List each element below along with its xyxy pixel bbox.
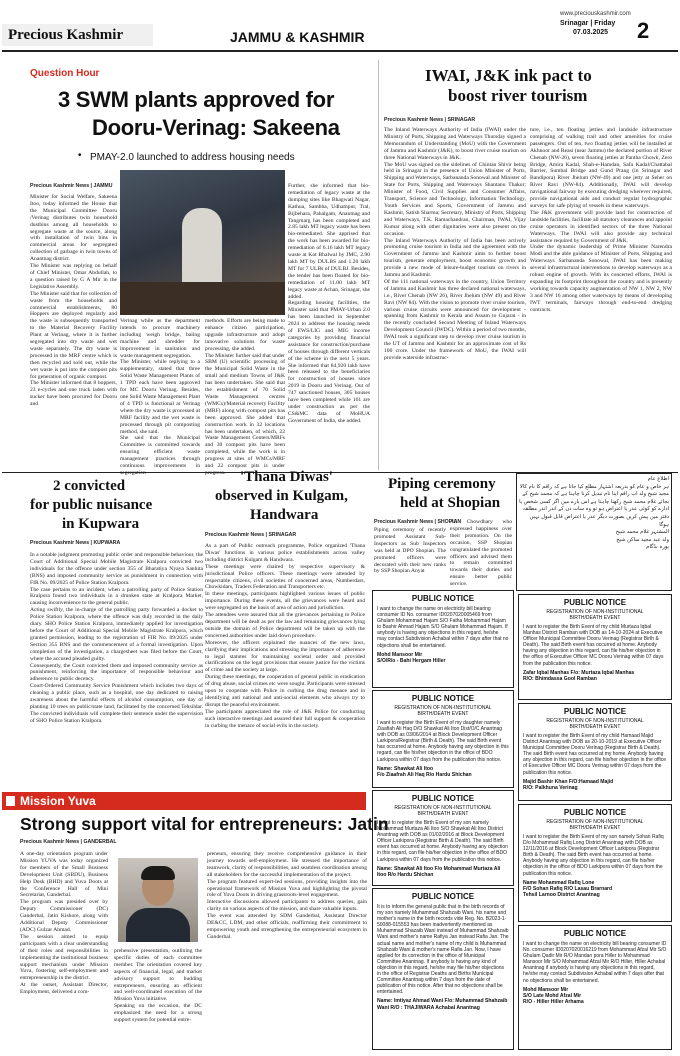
mission-headline: Strong support vital for entrepreneurs: Jatin [20,814,389,834]
main-subhead: PMAY-2.0 launched to address housing needs [90,152,295,163]
kupwara-byline: Precious Kashmir News | KUPWARA [30,540,121,546]
notice-body: I want to register the Birth Event of my child Hamaad Majid District Anantnag with DOB as 20-10-2019 at Executive Officer Municipal Committee Dooru Verinag (Registrar Birth & Death). The said Birth event has occurred at my home. Anybody having any objection in this regard, can file his/her objection in the office of Executive Officer MC Dooru Verinag within 07 days from the publication this notice. [523,733,667,776]
assembly-photo [120,170,285,315]
thana-headline-line-2: observed in Kulgam, [215,488,348,504]
notice-right-4 [518,925,672,1050]
notice-center-3 [372,790,514,886]
kupwara-body: In a notable judgment promoting public order and responsible behaviour, the Court of Additional Special Mobile Magistrate Kralpora convicted two individuals for the offence under section 355 of Bharatiya Nyaya Sanhita (BNS) and imposed community service as punishment in connection with FIR No. 09/2025 of Police Station Kralpora. The case pertains to an incident, when a patrolling party of Police Station Kralpora found two individuals in a drunken state at Kralpora Market, causing inconvenience to the general public. Acting swiftly, the in-charge of the patrolling party forwarded a docket to Police Station Kralpora, where the offence was duly recorded in the daily diary. SHO Police Station Kralpora, immediately applied for investigation before the Court of Additional Special Mobile Magistrate Kralpora, which granted permission, leading to the registration of FIR No. 09/2025 under Section 355 BNS and the commencement of a formal investigation. Upon completion of the investigation, a chargesheet was filed before the Court, where the accused pleaded guilty. Consequently, the Court convicted them and imposed community service as punishment, reinforcing the importance of responsible behaviour and adherence to public decency. Court-Ordered Community Service Punishment which includes two days of cleaning a public place, such as a hospital, one day dedicated to raising awareness about the harmful effects of alcohol consumption, one day of planting 10 trees on public/state land, facilitated by the concerned Tehsildar. The convicted individuals will complete their sentence under the supervision of SHO Police Station Kralpora. [30,552,203,724]
photo-desk [120,282,285,315]
notice-heading: PUBLIC NOTICE [563,707,627,716]
piping-col-1: Piping ceremony of recently promoted Assistant Sub-Inspectors as Sub Inspectors was held at DPO Shopian. The promoted officers were decorated with their new ranks by SSP Shopian Anyat [374,527,446,575]
notice-body: I want to register the Birth Event of my child Murtaza Iqbal Manhas District Ramban with DOB as 14-10-2024 at Executive Officer Municipal Committee Dooru Verinag (Registrar Birth & Death). The said Birth event has occurred at home. Anybody having any objection in this regard, can file his/her objection in the office of Executive Officer MC Dooru Verinag within 07 days from the publication this notice. [523,624,664,667]
kupwara-headline-line-1: 2 convicted [53,478,126,494]
notice-signatory: Zafar Iqbal Manhas F/o: Murtaza Iqbal Manhas R/O: Bhimdassa Gool Ramban [523,669,635,682]
portrait-body [126,908,190,942]
date-line: Srinagar | Friday [560,20,616,27]
notice-center-4 [372,888,514,1050]
iwai-headline-line-2: boost river tourism [448,86,588,105]
portrait-hair [141,866,175,880]
notice-heading: PUBLIC NOTICE [411,594,475,603]
notice-body: I want to register the Birth Event of my son namely Mohammad Murtaza Ali Itoo S/O Shawkat Ali Itoo District Anantnag with DOB as 01/02/2016 at Block Development Officer Larkipora (Registrar Birth & Death). The said Birth event has occurred at home. Anybody having any objection in this regard, can file his/her objection in the office of BDO Larkipora within 07 days from the publication this notice. [377,820,508,863]
main-headline-line-1: 3 SWM plants approved for [58,87,335,112]
notice-body: It is to inform the general public that in the birth records of my son namely Muhammad Shahzaib Wani, his name and mother's name in the birth records vide Reg. No. B2023-1-50088-015553 has been inadvertently mentioned as Muhammad Shazaib Wani instead of Muhammad Shahzaib Wani and mother's name Rafiya Jan instead Rafia Jan. The actual name and mother's name of my child is Muhammad Shahzaib Wani & mother's name Rafia Jan. Now, I have applied for its correction in the office of Municipal Committee Anantnag. If anybody is having any kind of objection in this regard, he/she may file his/her objections in the office of Registrar Deaths and Births Municipal Committee Anantnag within 7 days from the date of publication of this notice. After that no objections shall be entertained. [377,904,509,996]
mission-col-1: A one-day orientation program under Mission YUVA was today organized for members of the Small Business Development Unit (SBDU), Business Help Desk (BHD) and Yuva Doots at the Conference Hall of Mini Secretariat, Ganderbal. The program was presided over by Deputy Commissioner (DC) Ganderbal, Jatin Kishore, along with Additional Deputy Commissioner (ADC) Gulzar Ahmad. The session aimed to equip participants with a clear understanding of their roles and responsibilities in implementing the institutional business support mechanism under Mission Yuva, fostering self-employment and entrepreneurship in the district. At the outset, Assistant Director, Employment, delivered a com- [20,851,108,996]
notice-center-1 [372,590,514,688]
mission-kicker-marker [6,796,15,806]
thana-byline: Precious Kashmir News | SRINAGAR [205,532,297,538]
main-col-1: Minister for Social Welfare, Sakeena Itoo, today informed the House that the Municipal Committee Dooru /Verinag distributes twin household dustbins among all households to segregate waste at the source, along with installation of twin bins in commercial areas for segregated collection of garbage in twin towns of Anantnag district. The Minister was replying on behalf of Chief Minister, Omar Abdullah, to a question raised by G A Mir in the Legislative Assembly. The Minister said that for collection of waste from the households and commercial establishments, 80 Hoppers are deployed regularly and the waste is subsequently transported to the Material Recovery Facility Plant at Verinag, where it is further segregated into dry waste and wet waste separately. The dry waste is processed in the MRF centre which is then recycled and sold out, while the wet waste is put into the compost pits for generation of organic compost. The Minister informed that 8 hoppers, 23 e-cycles and one truck laden with sucker have been procured for Dooru and [30,194,117,408]
urdu-notice-text: اطلاع عام ہر خاص و عام کو بذریعہ اشتہار مطلع کیا جاتا ہے کہ راقم کا نام کالا مجید شیخ ولد اب راقم اپنا نام تبدیل کرنا چاہتا ہے کہ محمد شیخ کے بجائے غلام محمد شیخ رکھنا چاہتا ہے اس بارے میں اگر کسی شخص یا ادارے کو کوئی عذر یا اعتراض ہو تو وہ سات دن کے اندر اندر مطلقہ دفتر میں پیش کریں بصورت دیگر عذر یا اعتراض قابل قبول نہیں ہوگا المشتہر غلام محمد شیخ ولد عبد مجید ساکن شیخ پورہ بڈگام [519,476,669,551]
date: 07.03.2025 [573,29,609,36]
mission-kicker: Mission Yuva [20,794,96,808]
website-url[interactable]: www.preciouskashmir.com [560,11,631,17]
notice-subheading: REGISTRATION OF NON-INSTITUTIONAL BIRTH/DEATH EVENT [546,718,644,730]
notice-body: I want to change the name on electricity bill bearing consumer ID No. consumer ID0207020005469 from Ghulam Mohammad Hajam S/O Fatha Mohammad Hajam to Bashir Ahmad Hajam S/O Ghulam Mohammad Hajam. If anybody is having any objections in this regard, he/she may contact Subdivision Achabal within 7 days after that no objections shall be entertained. [377,606,509,649]
notice-heading: PUBLIC NOTICE [411,794,475,803]
notice-subheading: REGISTRATION OF NON-INSTITUTIONAL BIRTH/DEATH EVENT [546,609,644,621]
notice-heading: PUBLIC NOTICE [563,929,627,938]
notice-subheading: REGISTRATION OF NON-INSTITUTIONAL BIRTH/DEATH EVENT [546,819,644,831]
iwai-col-2: ture, i.e., ten floating jetties and landside infrastructure comprising of walking trail and other amenities for cruise passengers. Out of ten, two floating jetties will be installed at Akhnoor and Reasi (near Jammu) the declared portion of River Chenab (NW-26), seven floating jetties at Pantha Chowk, Zero Bridge, Amira Kadal, Shah-e-Hamdan, Safa Kadal/Chattabal Barrier, Sumbal Bridge and Gund Prang (in Srinagar and Bandipora) River Jhelum (NW-49) and one jetty at Seher on River Ravi (NW-84). Additionally, IWAI will develop navigational fairway by executing dredging wherever required, provide navigational aids and conduct regular hydrographic surveys for safe plying of vessels in these waterways. The J&K government will provide land for construction of landside facilities, facilitate all statutory clearances and appoint cruise operators in identified sectors of the three National Waterways. The IWAI will also provide any technical assistance required by Government of J&K. Under the dynamic leadership of Prime Minister Narendra Modi and the able guidance of Minister of Ports, Shipping and Waterways Sarbananda Sonowal, IWAI has been making several infrastructural interventions to develop waterways as a robust engine of growth. With its concerted efforts, IWAI is expanding its footprint throughout the country and is presently working towards capacity augmentation of NW 1, NW 2, NW 3 and NW 16 among other waterways by means of developing IWT terminals, fairways through end-to-end dredging contracts. [530,127,672,313]
main-col-3: methods. Efforts are being made to enhance citizen participation, upgrade infrastructure and adopt innovative solutions for waste processing, she added. The Minister further said that under SBM (U) scientific processing of the Municipal Solid Waste in the small and medium Towns of J&K has been undertaken. She said that the establishment of 70 Solid Waste Management centres (WMCs)/Material recovery Facility (MRF) along with compost pits has been approved. She added that construction work in 32 locations has been undertaken, of which, 22 Waste Management Centers/MRFs and 30 compost pits have been completed, while the work is in progress at sites of WMCs/MRF and 22 compost pits is under [205,318,285,470]
photo-figure [182,208,222,288]
iwai-byline: Precious Kashmir News | SRINAGAR [384,117,476,123]
thana-headline-line-3: Handwara [250,507,319,523]
portrait-photo [118,858,198,942]
notice-subheading: REGISTRATION OF NON-INSTITUTIONAL BIRTH/DEATH EVENT [394,805,492,817]
notice-heading: PUBLIC NOTICE [411,694,475,703]
section-label-left: Precious Kashmir [8,27,124,43]
notice-right-1 [518,594,672,700]
mission-byline: Precious Kashmir News | GANDERBAL [20,839,117,845]
page-number: 2 [637,18,650,43]
notice-signatory: Name: Imtiyaz Ahmad Wani F/o: Muhammad Shahzaib Wani R/O : THAJIWARA Achabal Anantnag [377,998,508,1011]
subhead-bullet-icon: • [78,150,82,161]
iwai-headline-line-1: IWAI, J&K ink pact to [425,66,592,85]
main-byline: Precious Kashmir News | JAMMU [30,183,113,189]
main-col-4: Further, she informed that bio-remediation of legacy waste at the dumping sites like Bhagwati Nagar, Kathua, Sambha, Udhampur, Tral, Bijbehara, Pahalgam, Anantnag and Tangmarg has been completed and 2.85 lakh MT legacy waste has been bio-remediated. She apprised that the work has been awarded for bio-remediation of 6.16 lakh MT legacy waste at Kot Bhalwal by JMC, 2.90 lakh MT by DULBS and 1.20 lakh MT for 7 ULBs of DULBJ. Besides, the tender has been floated for bio-remediation of 11.00 lakh MT legacy waste at Achan, Srinagar, she added. Regarding housing facilities, the Minister said that PMAY-Urban 2.0 has been launched in September 2024 to address the housing needs of EWS/LIG and MIG income categories by providing financial assistance for construction/purchase of houses through different verticals of the scheme in the next 5 years. She informed that 84,920 lakh have been released to the beneficiaries for construction of houses since 2019 in Dooru and Verinag. Out of 747 sanctioned houses, 305 houses have been completed while 161 are under construction as per the CS&MC data of MoHUA Government of India, she added. [288,183,370,424]
notice-right-3 [518,804,672,922]
mission-col-3: preneurs, ensuring they receive comprehensive guidance in their journey towards self-employment. He stressed the importance of teamwork, clarity of responsibilities, and seamless coordination among all stakeholders for the successful implementation of the project. The program featured expert-led sessions, providing insights into the operational framework of Mission Yuva and highlighting the pivotal role of Yuva Doots in driving grassroots-level engagement. Interactive discussions allowed participants to address queries, gain clarity on various aspects of the mission, and share valuable inputs. The event was attended by SDM Ganderbal, Assistant Director DE&CC, LDM, and other officials, reaffirming their commitment to empowering youth and strengthening the entrepreneurial ecosystem in Ganderbal. [207,851,367,940]
notice-body: I want to change the name on electricity bill bearing consumer ID No. consumer ID0207020016219 from Mohammad Afzal Mir S/O Ghulam Qadir Mir R/O Mandan pora Hiller to Mohammad Mansoor Mir S/O Mohammad Afzal Mir R/O Hiller, Hiller Achabal Anantnag if anybody is having any objections in this regard, he/she may contact Subdivision Achabal within 7 days after that no objections shall be entertained. [523,941,667,984]
notice-body: I want to register the Birth Event of my son namely Sohan Rafiq D/o Mohammad Rafiq Long District Anantnag with DOB as 12/11/2016 at Block Development Officer Larkipora (Registrar Birth & Death). The said Birth event has occurred at home. Anybody having any objection in this regard, can file his/her objection in the office of BDO Larkipora within 07 days from the publication this notice. [523,834,664,877]
piping-col-2: Ali Chowdhary who expressed happiness over their promotion. On the occasion, SSP Shopian congratulated the promoted officers and advised them to remain committed towards their duties and ensure better public service. [450,519,512,588]
notice-right-2 [518,703,672,801]
mission-col-2: prehensive presentation, outlining the specific duties of each committee member. The orientation covered key aspects of financial, legal, and market advisory support to budding entrepreneurs, ensuring an efficient and well-coordinated execution of the Mission Yuva initiative. Speaking on the occasion, the DC emphasized the need for a strong support system for potential entre- [114,948,202,1024]
notice-signatory: Name Mohammad Rafiq Lone F/O Sohan Rafiq R/O Lasau Brarnard Tehsil Larnoo District Anantnag [523,879,613,899]
piping-headline-line-2: held at Shopian [400,495,501,511]
notice-signatory: Name: Shawkat Ali Itoo F/o Ziaafrah Ali Haq R/o Hardu Shichan [377,765,472,778]
notice-signatory: Mohd Mansoor Mir S/O Late Mohd Afzal Mir R/O - Hiller Hiller Arhama [523,986,584,1006]
notice-center-2 [372,690,514,788]
urdu-notice-box [516,473,672,591]
notice-signatory: Majid Bashir Khan F/O:Hamaad Majid R/O: Palkhuna Verinag [523,778,614,791]
notice-heading: PUBLIC NOTICE [563,808,627,817]
question-hour-kicker: Question Hour [30,68,100,79]
header-rule [2,50,678,52]
section-label-center: JAMMU & KASHMIR [230,29,365,45]
thana-headline-line-1: 'Thana Diwas' [240,469,333,485]
notice-heading: PUBLIC NOTICE [411,892,475,901]
piping-byline: Precious Kashmir News | SHOPIAN [374,519,462,525]
iwai-col-1: The Inland Waterways Authority of India (IWAI) under the Ministry of Ports, Shipping and Waterways Thursday signed a Memorandum of Understanding (MoU) with the Government of Jammu and Kashmir (J&K), to boost river cruise tourism on three National Waterways in J&K. The MoU was signed on the sidelines of Chintan Shivir being held in Srinagar in the presence of Union Minister of Ports, Shipping and Waterways, Sarbananda Sonowal and Minister of State for Ports, Shipping and Waterways Shantanu Thakur; Minister of Food, Civil Supplies and Consumer Affairs, Transport, Science and Technology, Information Technology, Youth Services and Sports, Government of Jammu and Kashmir, Satish Sharma; Secretary, Ministry of Ports, Shipping and Waterways, T.K. Ramachandran, Chairman, IWAI, Vijay Kumar along with other dignitaries were also present on the occasion. The Inland Waterways Authority of India has been actively promoting cruise tourism in India and the agreement with the Government of Jammu and Kashmir aims to further boost tourism, generate employment, boost economic growth and provide a new mode of leisure-budget tourism on rivers in Jammu and Kashmir. Of the 111 national waterways in the country, Union Territory of Jammu and Kashmir has three declared national waterways, i.e., River Chenab (NW 26), River Jhelum (NW 49) and River Ravi (NW 84). With the vision to promote river cruise tourism, various cruise circuits were announced for development - spanning from Kashmir to Kerala and Assam to Gujarat - in the recently concluded Second Meeting of Inland Waterways Development Council (IWDC). Within a period of two months, IWAI took a significant step to develop river cruise tourism in the UT of Jammu and Kashmir for an approximate cost of Rs 100 crore. Under the framework of MoU, the IWAI will provide waterside infrastruc- [384,127,526,361]
notice-subheading: REGISTRATION OF NON-INSTITUTIONAL BIRTH/DEATH EVENT [394,705,492,717]
notice-heading: PUBLIC NOTICE [563,598,627,607]
notice-signatory: Mohd Mansoor Mir S/O/R/o - Bahi Hergam Hiller [377,651,446,664]
column-divider [378,60,379,470]
thana-body: As a part of Public outreach programme, Police organized 'Thana Diwas' functions in various police establishments across valley including district Kulgam & Handwara. These meetings were chaired by respective supervisory & jurisdictional Police officers. These meetings were attended by respectable citizens, civil societies of concerned areas, Numberdars, Chowkidars, Traders Federation and Transporters etc. In these meetings, participants highlighted various issues of public importance. During these events, all the grievances were heard and were segregated on the basis of area of action and jurisdiction. The attendees were assured that all the grievances pertaining to Police department will be dealt as per the law and remaining grievances lying outside the domain of Police department will be taken up with the concerned authorities under laid down procedure. Moreover, the officers explained the nuances of the new laws, clarifying their implications and stressing the importance of adherence to legal statutes for maintaining societal order and provided clarifications on the legal provisions that ensure justice for the victims of crime and the society at large. During these meetings, the cooperation of general public in eradication of drug abuse, social crimes etc were sought. Participants were stressed upon to cooperate with Police in curbing the drug menace and in identifying anti national and anti-social elements who always try to disrupt the peaceful environment. The participants appreciated the role of J&K Police for conducting such interactive meetings and assured their full support & cooperation in curbing the menace of social evils in the society. [205,543,365,729]
main-col-2: Verinag while as the department intends to procure machinery including weigh bridge, baling machine and shredder for improvement in sanitation and waste management segregation. The Minister, while replying to a supplementary, stated that three Solid Waste Management Plants of 1 TPD each have been approved for MC Dooru Verinag. Besides, one Solid Waste Management Plant of 4 TPD is functional at Verinag where the dry waste is processed at MRF facility and the wet waste is processed through pit composting method, she said. She said that the Municipal Committee is committed towards ensuring efficient waste management practices through continuous improvements in [120,318,200,470]
main-headline-line-2: Dooru-Verinag: Sakeena [92,115,340,140]
notice-body: I want to register the Birth Event of my daughter namely Ziaafiah Ali Haq D/O Shawkat Ali Itoo Dist/O/C Anantnag with DOB as 03/06/2014 at Block Development Officer Larkipora/Registrar (Birth & Death). The said Birth event has occurred at home. Anybody having any objection in this regard, can file his/her objection in the office of BDO Larkipora within 07 days from the publication this notice. [377,720,509,763]
kupwara-headline-line-2: for public nuisance [30,497,153,513]
notice-signatory: Name: Shawkat Ali Itoo F/o Mohammad Murtaza Ali Itoo R/o Hardu Shichan [377,865,501,878]
piping-headline-line-1: Piping ceremony [388,476,496,492]
kupwara-headline-line-3: in Kupwara [62,516,140,532]
